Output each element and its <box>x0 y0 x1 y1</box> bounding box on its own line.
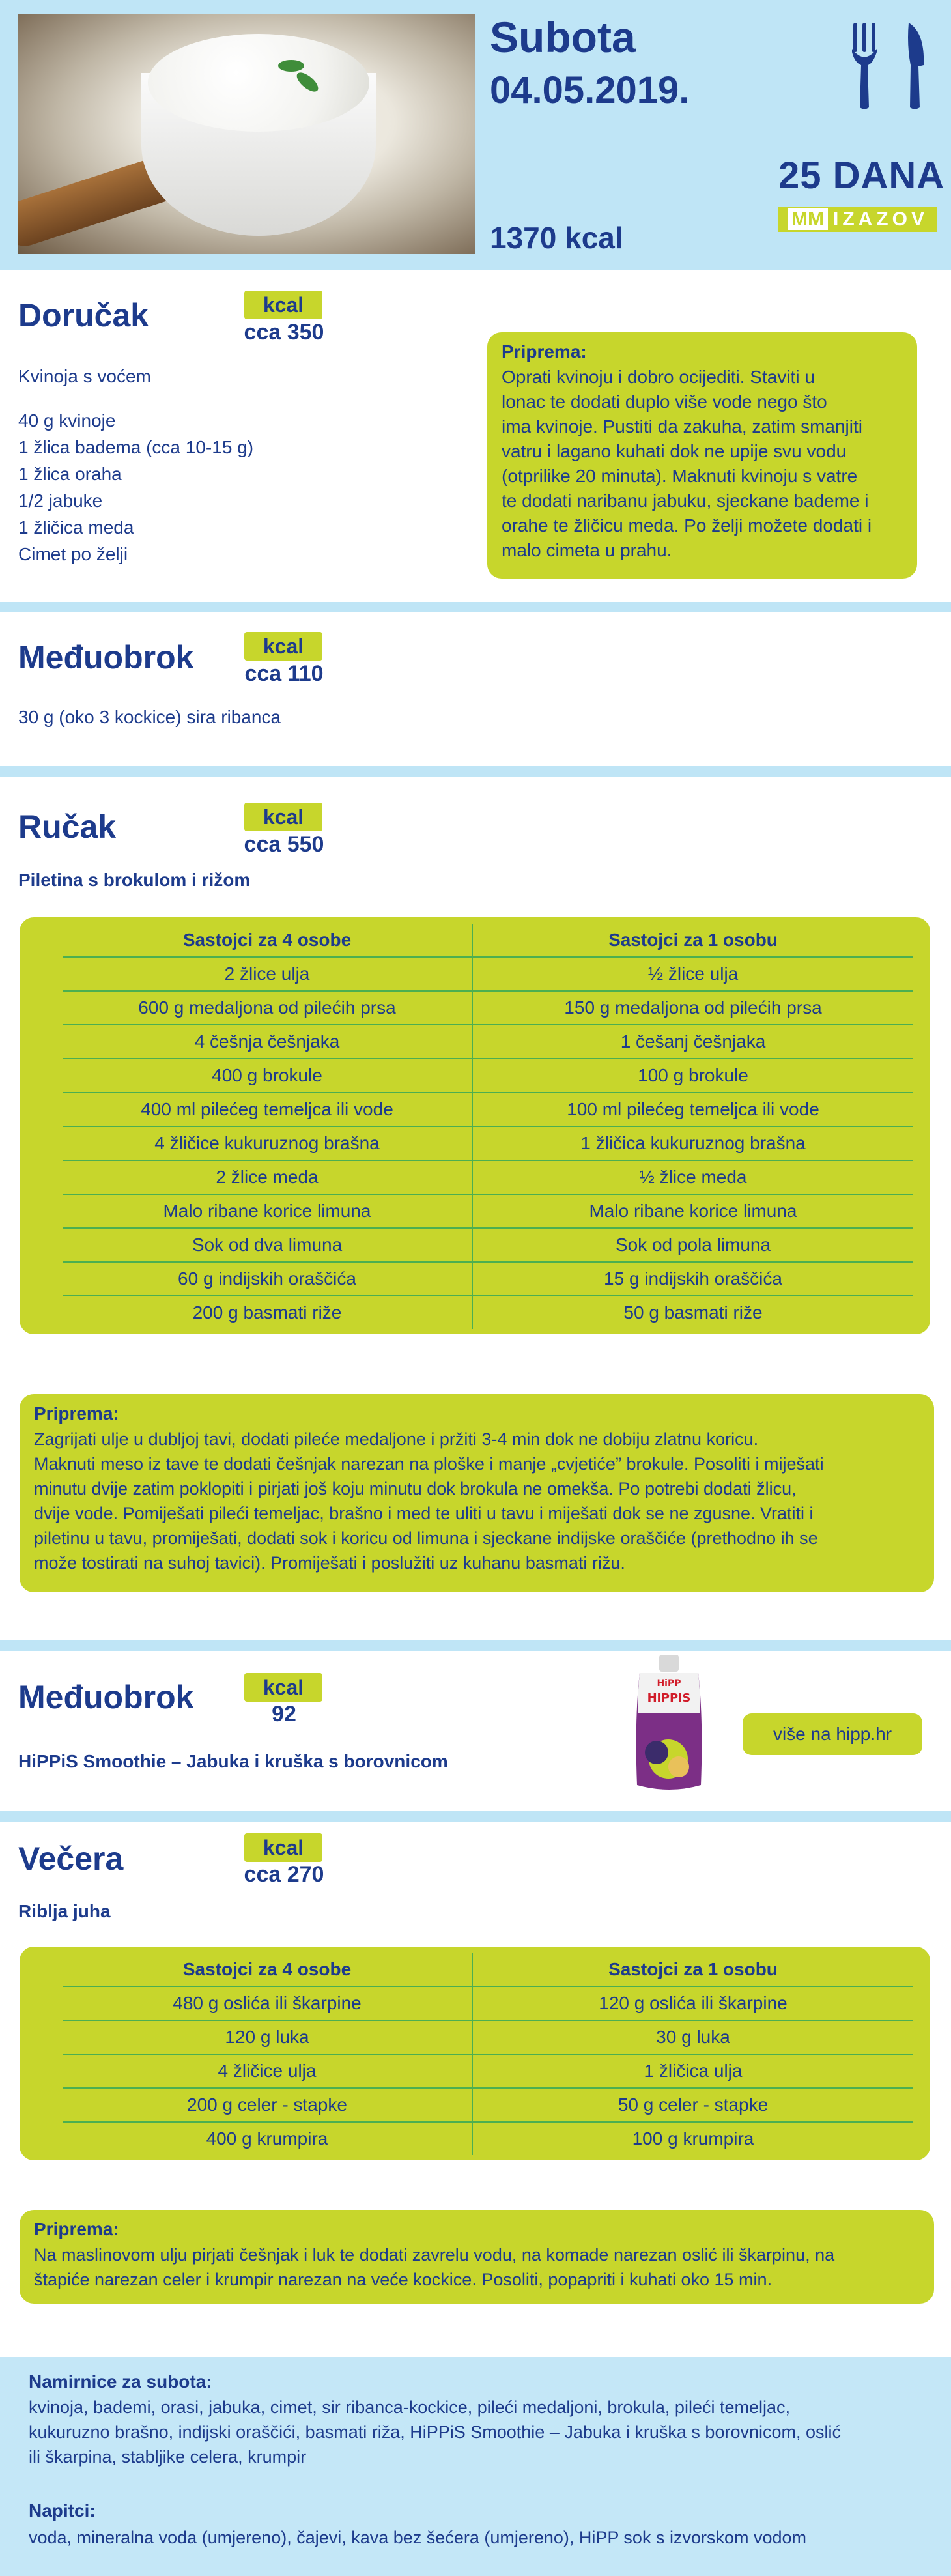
table-cell: 50 g basmati riže <box>623 1302 763 1323</box>
table-row <box>63 991 913 1025</box>
groceries-line: ili škarpina, stabljike celera, krumpir <box>29 2447 307 2467</box>
prep-title: Priprema: <box>34 2219 119 2239</box>
prep-title: Priprema: <box>502 341 587 362</box>
table-row <box>63 1986 913 2020</box>
table-cell: 100 g brokule <box>472 1059 913 1093</box>
table-row <box>63 1093 913 1126</box>
dinner-title: Večera <box>18 1840 124 1877</box>
table-row <box>63 1296 913 1329</box>
table-cell: 100 g krumpira <box>632 2128 754 2149</box>
table-cell: 200 g celer - stapke <box>63 2088 472 2122</box>
table-row <box>63 1025 913 1059</box>
col-header: Sastojci za 1 osobu <box>472 1953 913 1986</box>
logo-25-dana: 25 DANA <box>778 154 945 197</box>
table-cell: 120 g oslića ili škarpine <box>472 1986 913 2020</box>
table-row <box>63 1228 913 1262</box>
table-cell: 2 žlice ulja <box>63 957 472 991</box>
breakfast-kcal: cca 350 <box>244 320 324 345</box>
table-row <box>63 1160 913 1194</box>
drinks-title: Napitci: <box>29 2500 96 2521</box>
snack1-kcal: cca 110 <box>244 661 324 686</box>
table-cell: 600 g medaljona od pilećih prsa <box>63 991 472 1025</box>
table-row <box>63 957 913 991</box>
table-cell: 1 žličica kukuruznog brašna <box>472 1126 913 1160</box>
col-header: Sastojci za 1 osobu <box>472 924 913 957</box>
prep-line: Maknuti meso iz tave te dodati češnjak narezan na ploške i manje „cvjetiće” brokule. Posoliti i miješati <box>34 1454 824 1474</box>
prep-line: orahe te žličicu meda. Po želji možete dodati i <box>502 515 872 536</box>
table-cell: 60 g indijskih oraščića <box>63 1262 472 1296</box>
rice-bowl-photo <box>18 14 476 254</box>
lunch-kcal-pill: kcal <box>244 803 322 831</box>
table-cell: ½ žlice ulja <box>472 957 913 991</box>
prep-line: te dodati naribanu jabuku, sjeckane bademe i <box>502 491 869 511</box>
prep-line: vatru i lagano kuhati dok ne upije svu vodu <box>502 441 847 461</box>
table-header-row <box>63 1953 913 1986</box>
snack1-title: Međuobrok <box>18 639 194 676</box>
groceries-line: kvinoja, bademi, orasi, jabuka, cimet, sir ribanca-kockice, pileći medaljoni, brokula, pileći temeljac, <box>29 2397 791 2417</box>
breakfast-prep-box <box>487 332 917 579</box>
prep-line: Oprati kvinoju i dobro ocijediti. Staviti u <box>502 367 815 387</box>
prep-line: dvije vode. Pomiješati pileći temeljac, brašno i med te uliti u tavu i miješati dok se ne zgusne. Vratiti i <box>34 1504 814 1523</box>
knife-icon <box>908 23 924 109</box>
ingredient: 1 žlica oraha <box>18 464 122 484</box>
col-header: Sastojci za 4 osobe <box>63 1953 472 1986</box>
table-cell: 15 g indijskih oraščića <box>472 1262 913 1296</box>
table-cell: 4 žličice ulja <box>63 2054 472 2088</box>
snack2-kcal-pill: kcal <box>244 1673 322 1702</box>
table-cell: Malo ribane korice limuna <box>63 1194 472 1228</box>
table-cell: Malo ribane korice limuna <box>472 1194 913 1228</box>
pouch-name: HiPPiS <box>647 1691 691 1705</box>
prep-line: može tostirati na suhoj tavici). Promiješati i poslužiti uz kuhanu basmati rižu. <box>34 1553 625 1573</box>
breakfast-kcal-pill: kcal <box>244 291 322 319</box>
col-header: Sastojci za 4 osobe <box>63 924 472 957</box>
ingredient: 1/2 jabuke <box>18 491 103 511</box>
snack2-kcal: 92 <box>272 1702 296 1726</box>
table-cell: 1 žličica ulja <box>472 2054 913 2088</box>
ingredient: 1 žlica badema (cca 10-15 g) <box>18 437 254 457</box>
table-cell: 100 ml pilećeg temeljca ili vode <box>472 1093 913 1126</box>
breakfast-ingredients <box>18 407 253 567</box>
hipp-link-button[interactable]: više na hipp.hr <box>743 1713 922 1755</box>
groceries-text <box>29 2395 841 2469</box>
table-cell: 4 žličice kukuruznog brašna <box>63 1126 472 1160</box>
prep-line: (otprilike 20 minuta). Maknuti kvinoju s vatre <box>502 466 858 486</box>
dinner-prep-box <box>20 2210 934 2304</box>
prep-line: piletinu u tavu, promiješati, dodati sok i koricu od limuna i sjeckane indijske oraščiće (prethodno ih se <box>34 1528 818 1548</box>
fork-knife-icon <box>847 20 938 111</box>
table-cell: 1 češanj češnjaka <box>472 1025 913 1059</box>
prep-line: štapiće narezan celer i krumpir narezan na veće kockice. Posoliti, popapriti i kuhati oko 15 min. <box>34 2270 773 2289</box>
table-cell: 50 g celer - stapke <box>472 2088 913 2122</box>
table-cell: 400 ml pilećeg temeljca ili vode <box>63 1093 472 1126</box>
prep-line: minutu dvije zatim poklopiti i pirjati još koju minutu dok brokula ne omekša. Po potrebi dodati žlicu, <box>34 1479 797 1498</box>
lunch-kcal: cca 550 <box>244 832 324 857</box>
table-row <box>63 2088 913 2122</box>
table-row <box>63 2020 913 2054</box>
table-row <box>63 1262 913 1296</box>
divider <box>0 602 951 612</box>
breakfast-dish: Kvinoja s voćem <box>18 366 151 386</box>
ingredient: Cimet po želji <box>18 544 128 564</box>
table-cell: ½ žlice meda <box>472 1160 913 1194</box>
table-cell: 150 g medaljona od pilećih prsa <box>472 991 913 1025</box>
table-row <box>63 1194 913 1228</box>
prep-text <box>34 2242 834 2292</box>
prep-line: Na maslinovom ulju pirjati češnjak i luk te dodati zavrelu vodu, na komade narezan oslić ili škarpinu, na <box>34 2245 835 2265</box>
lunch-prep-box <box>20 1394 934 1592</box>
table-row <box>63 2122 913 2155</box>
groceries-title: Namirnice za subota: <box>29 2371 212 2392</box>
table-row <box>63 1126 913 1160</box>
table-row <box>63 2054 913 2088</box>
prep-text <box>502 365 872 563</box>
ingredient: 40 g kvinoje <box>18 410 116 431</box>
prep-text <box>34 1427 824 1575</box>
prep-line: ima kvinoje. Pustiti da zakuha, zatim smanjiti <box>502 416 862 436</box>
table-cell: 200 g basmati riže <box>63 1296 472 1329</box>
table-cell: 400 g krumpira <box>63 2122 472 2155</box>
prep-line: malo cimeta u prahu. <box>502 540 672 560</box>
snack2-product: HiPPiS Smoothie – Jabuka i kruška s borovnicom <box>18 1751 448 1771</box>
dinner-ingredients-table <box>63 1953 913 2155</box>
lunch-title: Ručak <box>18 809 117 845</box>
prep-line: Zagrijati ulje u dubljoj tavi, dodati pileće medaljone i pržiti 3-4 min dok ne dobiju zlatnu koricu. <box>34 1429 759 1449</box>
table-cell: 480 g oslića ili škarpine <box>63 1986 472 2020</box>
divider <box>0 766 951 777</box>
herb-leaf-icon <box>278 60 304 72</box>
table-cell: 2 žlice meda <box>63 1160 472 1194</box>
groceries-line: kukuruzno brašno, indijski oraščići, basmati riža, HiPPiS Smoothie – Jabuka i kruška s borovnicom, oslić <box>29 2422 842 2442</box>
snack2-title: Međuobrok <box>18 1679 194 1715</box>
table-cell: 400 g brokule <box>63 1059 472 1093</box>
snack1-kcal-pill: kcal <box>244 632 322 661</box>
dinner-kcal-pill: kcal <box>244 1833 322 1862</box>
table-cell: 4 češnja češnjaka <box>63 1025 472 1059</box>
prep-title: Priprema: <box>34 1403 119 1424</box>
table-cell: Sok od dva limuna <box>63 1228 472 1262</box>
logo-izazov-text: IZAZOV <box>832 208 928 230</box>
total-kcal: 1370 kcal <box>490 221 623 255</box>
table-cell: 120 g luka <box>63 2020 472 2054</box>
table-cell: 30 g luka <box>472 2020 913 2054</box>
rice-shape <box>148 34 369 132</box>
hipp-pouch-image <box>631 1655 707 1796</box>
table-row <box>63 1059 913 1093</box>
snack1-text: 30 g (oko 3 kockice) sira ribanca <box>18 707 281 727</box>
lunch-ingredients-table <box>63 924 913 1329</box>
dinner-kcal: cca 270 <box>244 1862 324 1887</box>
ingredient: 1 žličica meda <box>18 517 134 537</box>
lunch-dish: Piletina s brokulom i rižom <box>18 870 251 890</box>
table-cell: Sok od pola limuna <box>472 1228 913 1262</box>
pouch-brand: HiPP <box>657 1678 681 1689</box>
divider <box>0 1640 951 1651</box>
divider <box>0 1811 951 1822</box>
logo-mm: MM <box>788 208 828 230</box>
breakfast-title: Doručak <box>18 297 149 334</box>
prep-line: lonac te dodati duplo više vode nego što <box>502 392 827 412</box>
drinks-text: voda, mineralna voda (umjereno), čajevi, kava bez šećera (umjereno), HiPP sok s izvorskom vodom <box>29 2528 806 2547</box>
dinner-dish: Riblja juha <box>18 1901 111 1921</box>
fork-icon <box>853 23 857 52</box>
day-title: Subota <box>490 13 636 61</box>
table-header-row <box>63 924 913 957</box>
date-title: 04.05.2019. <box>490 69 690 111</box>
logo-izazov <box>778 207 937 232</box>
